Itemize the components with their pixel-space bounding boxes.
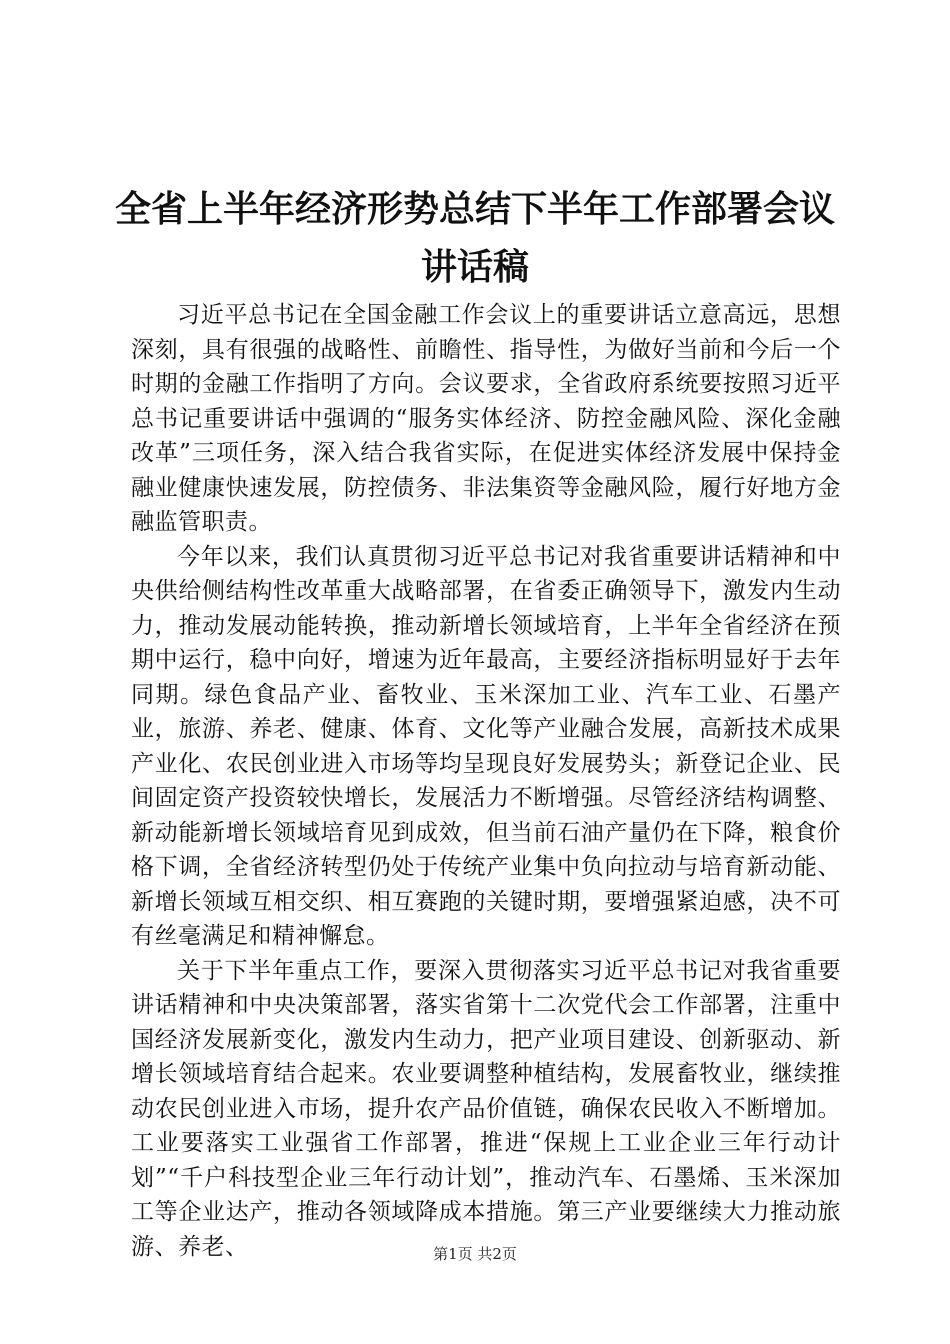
page-title-continuation: 讲话稿: [420, 247, 529, 288]
page-number-footer: 第1页 共2页: [433, 1245, 517, 1263]
page-title: 全省上半年经济形势总结下半年工作部署会议: [114, 189, 835, 230]
paragraph-2: 今年以来，我们认真贯彻习近平总书记对我省重要讲话精神和中央供给侧结构性改革重大战略部署，在省委正确领导下，激发内生动力，推动发展动能转换，推动新增长领域培育，上半年全省经济在预期中运行，稳中向好，增速为近年最高，主要经济指标明显好于去年同期。绿色食品产业、畜牧业、玉米深加工业、汽车工业、石墨产业，旅游、养老、健康、体育、文化等产业融合发展，高新技术成果产业化、农民创业进入市场等均呈现良好发展势头；新登记企业、民间固定资产投资较快增长，发展活力不断增强。尽管经济结构调整、新动能新增长领域培育见到成效，但当前石油产量仍在下降，粮食价格下调，全省经济转型仍处于传统产业集中负向拉动与培育新动能、新增长领域互相交织、相互赛跑的关键时期，要增强紧迫感，决不可有丝毫满足和精神懈怠。: [131, 543, 841, 949]
paragraph-3: 关于下半年重点工作，要深入贯彻落实习近平总书记对我省重要讲话精神和中央决策部署，落实省第十二次党代会工作部署，注重中国经济发展新变化，激发内生动力，把产业项目建设、创新驱动、新增长领域培育结合起来。农业要调整种植结构，发展畜牧业，继续推动农民创业进入市场，提升农产品价值链，确保农民收入不断增加。工业要落实工业强省工作部署，推进“保规上工业企业三年行动计划”“千户科技型企业三年行动计划”，推动汽车、石墨烯、玉米深加工等企业达产，推动各领域降成本措施。第三产业要继续大力推动旅游、养老、: [131, 957, 841, 1260]
document-body: [131, 298, 841, 1264]
paragraph-1: 习近平总书记在全国金融工作会议上的重要讲话立意高远，思想深刻，具有很强的战略性、前瞻性、指导性，为做好当前和今后一个时期的金融工作指明了方向。会议要求，全省政府系统要按照习近平总书记重要讲话中强调的“服务实体经济、防控金融风险、深化金融改革”三项任务，深入结合我省实际，在促进实体经济发展中保持金融业健康快速发展，防控债务、非法集资等金融风险，履行好地方金融监管职责。: [131, 302, 841, 535]
